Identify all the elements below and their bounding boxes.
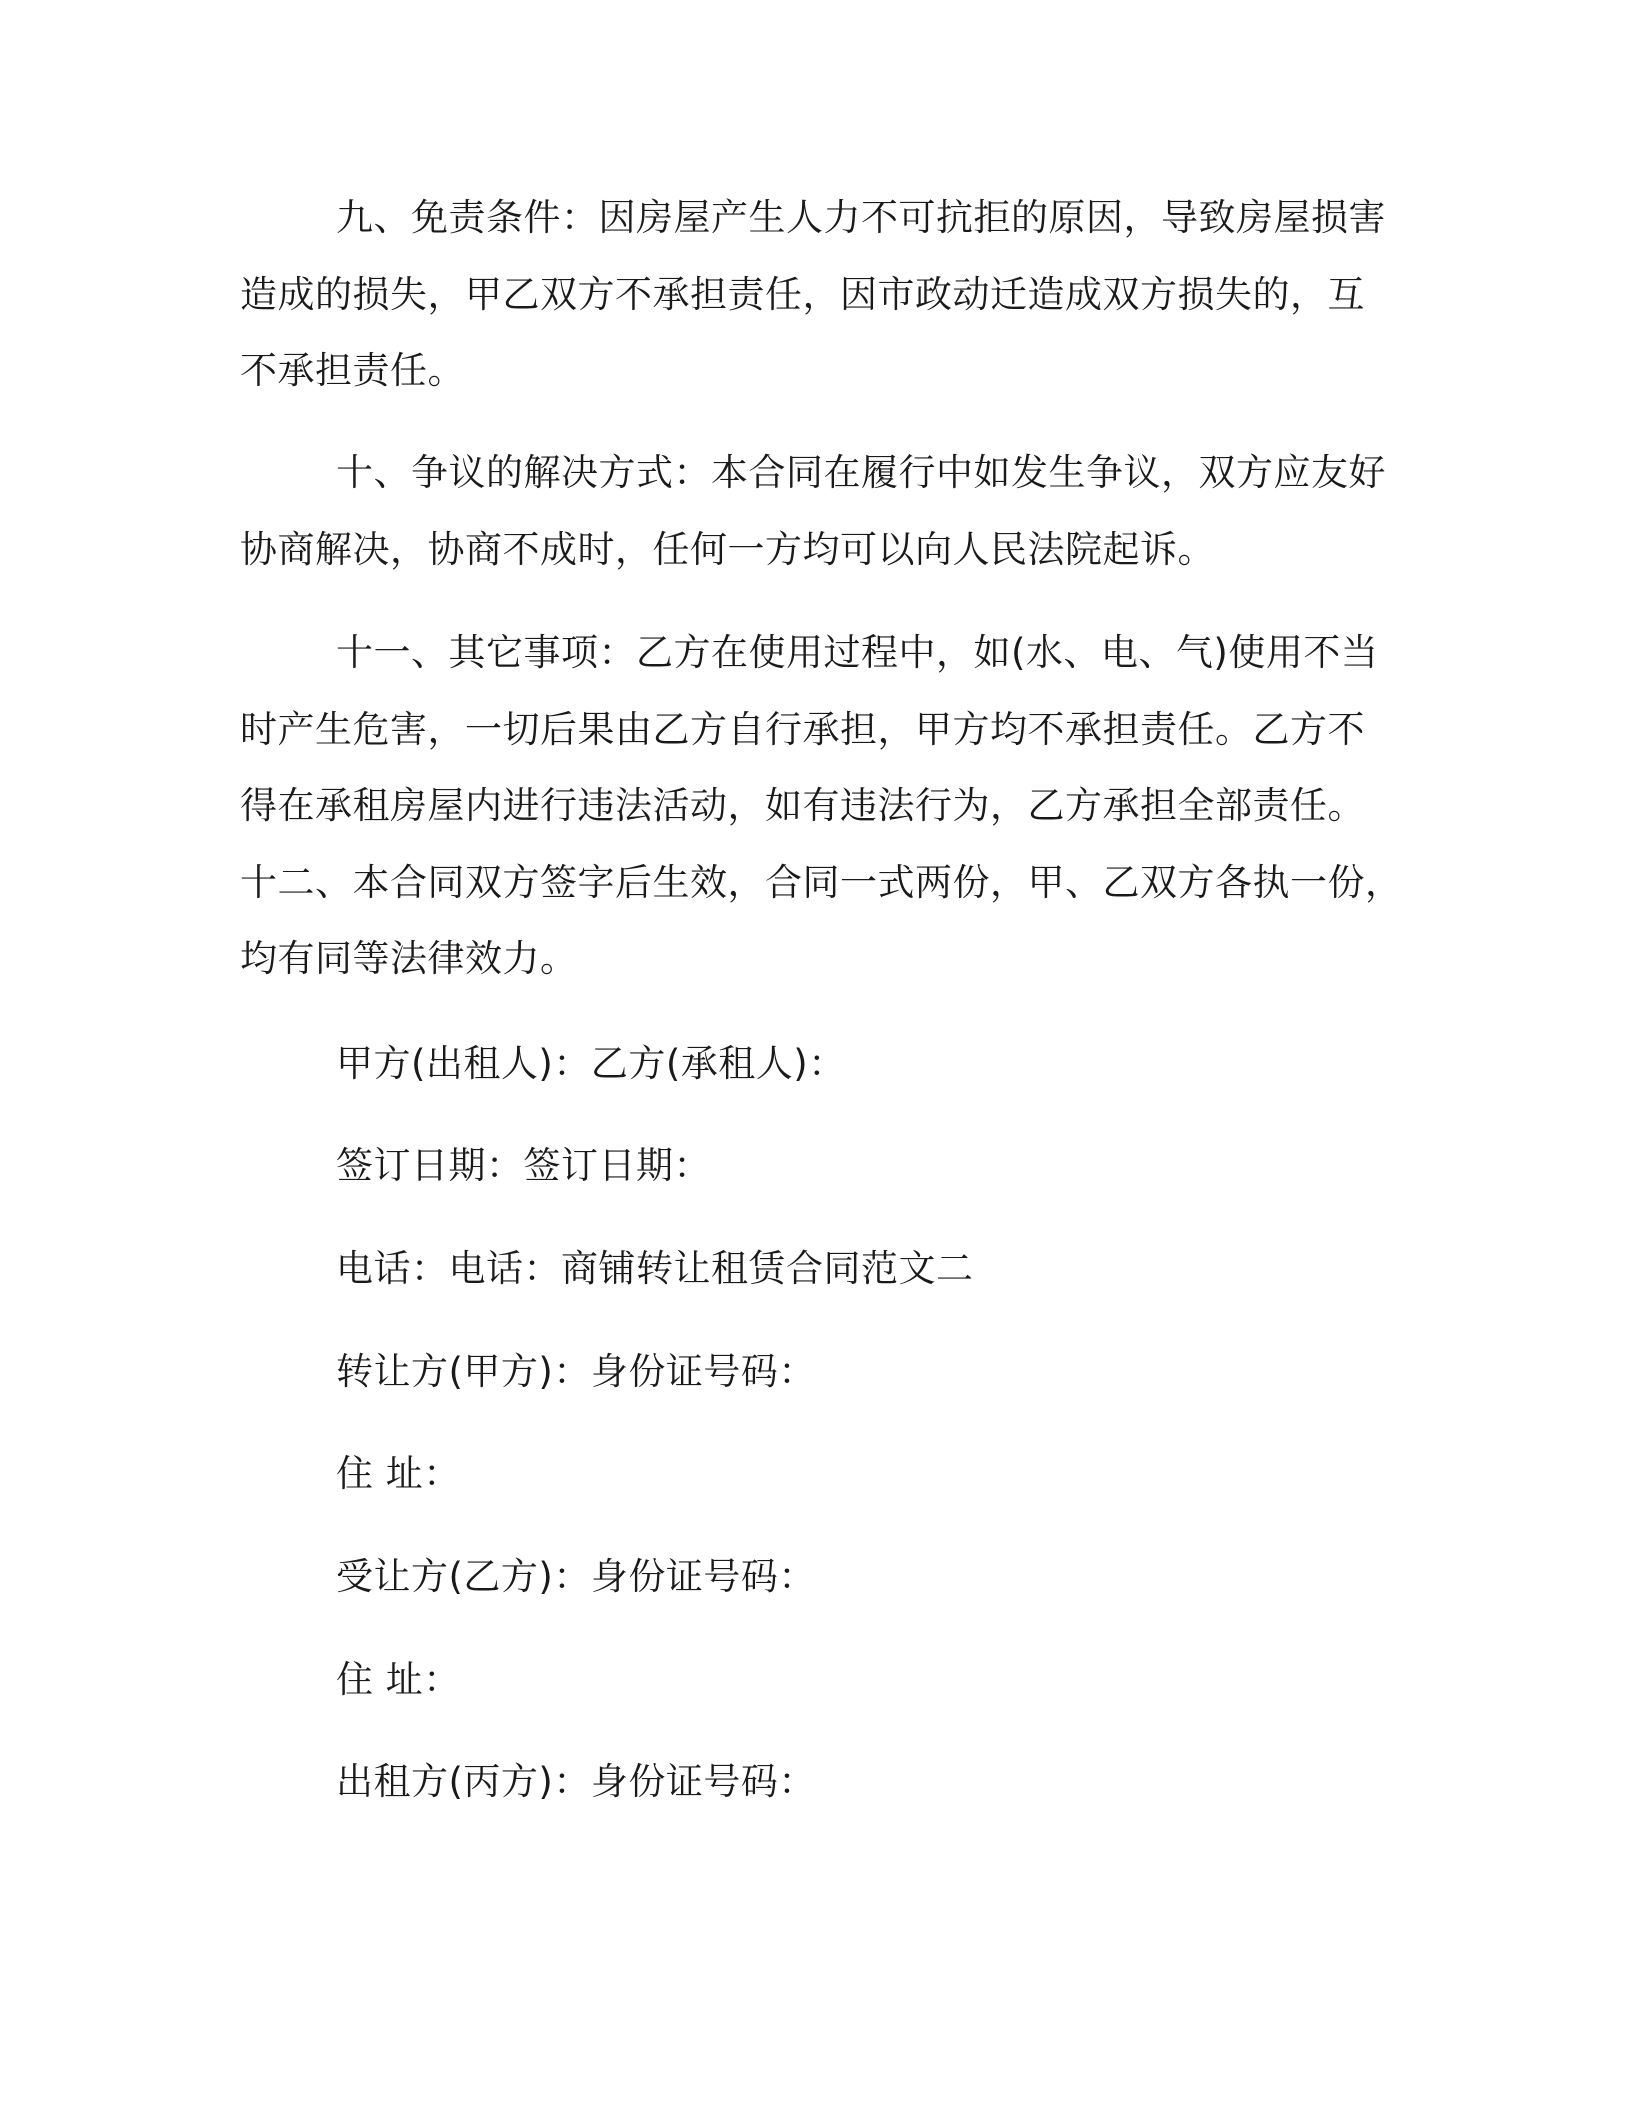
clause-10-line-1: 十、争议的解决方式：本合同在履行中如发生争议，双方应友好 (336, 451, 1386, 494)
clause-12-line-1: 十二、本合同双方签字后生效，合同一式两份，甲、乙双方各执一份， (240, 861, 1403, 904)
clause-10-line-2: 协商解决，协商不成时，任何一方均可以向人民法院起诉。 (240, 528, 1215, 571)
clause-11-line-1: 十一、其它事项：乙方在使用过程中，如(水、电、气)使用不当 (336, 631, 1379, 674)
transferee-id: 受让方(乙方)：身份证号码： (336, 1555, 816, 1598)
clause-11-line-3: 得在承租房屋内进行违法活动，如有违法行为，乙方承担全部责任。 (240, 784, 1365, 827)
transferor-id: 转让方(甲方)：身份证号码： (336, 1350, 816, 1393)
clause-9-line-1: 九、免责条件：因房屋产生人力不可抗拒的原因，导致房屋损害 (336, 196, 1386, 239)
clause-12-line-2: 均有同等法律效力。 (240, 937, 578, 980)
clause-9-line-2: 造成的损失，甲乙双方不承担责任，因市政动迁造成双方损失的，互 (240, 273, 1365, 316)
transferee-address: 住 址： (336, 1658, 461, 1701)
clause-11-line-2: 时产生危害，一切后果由乙方自行承担，甲方均不承担责任。乙方不 (240, 708, 1365, 751)
signing-date: 签订日期：签订日期： (336, 1144, 711, 1187)
phone-and-title: 电话：电话：商铺转让租赁合同范文二 (336, 1247, 974, 1290)
signature-party-a-b: 甲方(出租人)：乙方(承租人)： (336, 1042, 846, 1085)
clause-9-line-3: 不承担责任。 (240, 349, 465, 392)
transferor-address: 住 址： (336, 1452, 461, 1495)
lessor-id: 出租方(丙方)：身份证号码： (336, 1760, 816, 1803)
